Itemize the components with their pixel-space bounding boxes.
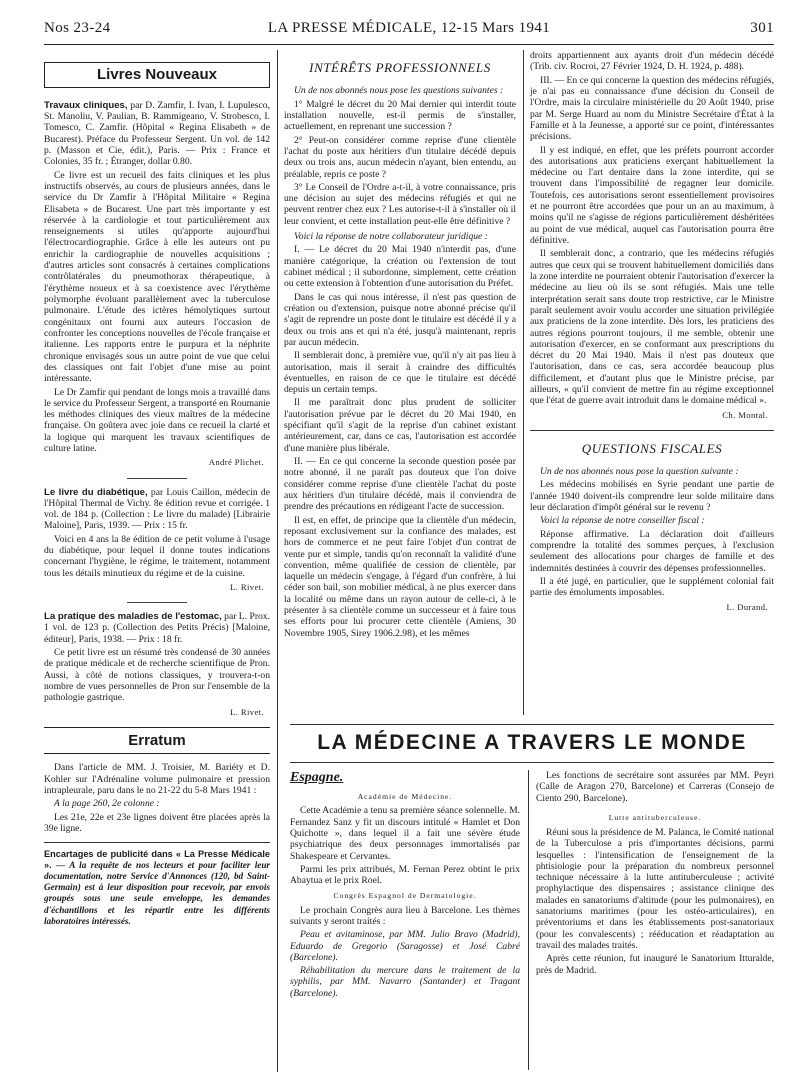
question: 1° Malgré le décret du 20 Mai dernier qui interdit toute installation nouvelle, est-il permis de s'installer, actuellement, en reprenant une succession ? xyxy=(284,98,516,133)
review-ref xyxy=(44,611,270,645)
review-paragraph: Le Dr Zamfir qui pendant de longs mois a travaillé dans le service du Professeur Sergent, a transporté en Roumanie les méthodes cliniques des vieux maîtres de la médecine française. On goûtera avec joie dans ce recueil la clarté et la logique qui marquent les travaux scientifiques de culture latine. xyxy=(44,386,271,455)
signature: L. Rivet. xyxy=(230,582,264,593)
news-paragraph: Cette Académie a tenu sa première séance solennelle. M. Fernandez Sanz y fit un discours intitulé « Hamlet et Don Quichotte », dans lequel il a fait une sévère étude psychiatrique des deux personnages immortalisés par Shakespeare et Cervantes. xyxy=(290,805,520,862)
answer-paragraph: Il est, en effet, de principe que la clientèle d'un médecin, reposant exclusivement sur la confiance des malades, est hors de commerce et ne peut faire l'objet d'un contrat de vente pur et simple, tandis qu'on reconnaît la validité d'une convention, même qualifiée de cession de clientèle, par laquelle un médecin s'engage, à l'égard d'un confrère, à lui céder son bail, son mobilier médical, à ne plus exercer dans la localité ou même dans un rayon autour de celle-ci, à le présenter à sa clientèle comme un successeur et à faire tous ses efforts pour lui procurer cette clientèle (Amiens, 30 Novembre 1905, Sirey 1906.2.98), et les mêmes xyxy=(284,514,516,639)
signature: André Plichet. xyxy=(208,457,264,468)
signature: L. Durand. xyxy=(726,601,768,612)
signature: L. Rivet. xyxy=(230,706,264,717)
answer-paragraph: III. — En ce qui concerne la question des médecins réfugiés, je n'ai pas eu connaissance d'une décision du Conseil de l'Ordre, mais la circulaire ministérielle du 20 Août 1940, prise par M. Serge Huard au nom du Ministre Secrétaire d'État à la Famille et à la Jeunesse, a apporté sur ce point, d'intéressantes précisions. xyxy=(530,74,774,143)
news-paragraph: Le prochain Congrès aura lieu à Barcelone. Les thèmes suivants y seront traités : xyxy=(290,904,520,927)
question-intro: Un de nos abonnés nous pose la question suivante : xyxy=(540,466,739,478)
review-ref xyxy=(44,100,270,168)
book-title: Travaux cliniques, xyxy=(44,99,128,111)
answer-paragraph: Il semblerait donc, a contrario, que les médecins réfugiés autres que ceux qui se trouvent habituellement domiciliés dans la zone interdite ne pourraient obtenir l'autorisation d'exercer la médecine au lieu où ils se sont réfugiés. Mais une telle interprétation serait sans doute trop restrictive, car le Ministre paraît seulement avoir voulu accorder une situation privilégiée aux praticiens de la zone interdite. Dès lors, les praticiens des autres régions pourront toujours, il me semble, obtenir une autorisation d'exercer, en se conformant aux prescriptions du décret du 20 Mai 1940. Mais il n'est pas douteux que l'autorisation, dans ce cas, sera accordée beaucoup plus difficilement, et d'autant plus que le Ministre précise, par ailleurs, « qu'il convient de mettre fin au régime exceptionnel que l'état de guerre avait introduit dans le domaine médical ». xyxy=(530,248,774,407)
book-ref: par D. Zamfir, I. Ivan, I. Lupulesco, St. Manoliu, V. Paulian, B. Rammigeano, V. Strobesco, I. Tomesco, C. Zamfir. (Hôpital « Regina Elisabeth » de Bucarest). Préface du Professeur Sergent. Un vol. de 142 p. (Masson et Cie, édit.), Paris. — Prix : France et Colonies, 35 fr. ; Étranger, dollar 0.80. xyxy=(44,99,270,168)
review-paragraph: Voici en 4 ans la 8e édition de ce petit volume à l'usage du diabétique, pour lequel il donne toutes indications concernant l'hygiène, le régime, le traitement, notamment tous les détails minutieux du régime et de la cuisine. xyxy=(44,533,270,579)
issue-number: Nos 23-24 xyxy=(44,20,111,36)
column-middle xyxy=(284,58,516,641)
answer-paragraph: droits appartiennent aux ayants droit d'un médecin décédé (Trib. civ. Rocroi, 27 Février 1924, D. H. 1924, p. 488). xyxy=(530,50,774,73)
subsection-heading: Congrès Espagnol de Dermatologie. xyxy=(333,890,477,900)
review-paragraph: Ce petit livre est un résumé très condensé de 30 années de pratique médicale et de recherche scientifique de Pron. Aussi, à côté de notions classiques, y trouvera-t-on nombre de vues personnelles de Pron sur l'ensemble de la pathologie gastrique. xyxy=(44,647,270,704)
page-number: 301 xyxy=(750,20,774,36)
subsection-heading: Lutte antituberculeuse. xyxy=(608,812,702,822)
erratum-heading: Erratum xyxy=(44,727,270,755)
fiscales-heading: QUESTIONS FISCALES xyxy=(581,440,723,456)
erratum-paragraph: A la page 260, 2e colonne : xyxy=(54,798,160,810)
book-title: La pratique des maladies de l'estomac, xyxy=(44,611,222,623)
livres-heading: Livres Nouveaux xyxy=(44,62,270,88)
question: 3° Le Conseil de l'Ordre a-t-il, à votre connaissance, pris une décision au sujet des médecins réfugiés et qui ne peuvent rentrer chez eux ? Les autorise-t-il à s'installer où il leur convient, et cette installation peut-elle être définitive ? xyxy=(284,181,516,227)
separator xyxy=(530,430,774,431)
question: 2° Peut-on considérer comme reprise d'une clientèle l'achat du poste aux héritiers d'un titulaire décédé depuis deux ou trois ans, aucun médecin n'ayant, bien entendu, au préalable, repris ce poste ? xyxy=(284,134,516,180)
banner-rule xyxy=(290,762,774,763)
monde-column-right xyxy=(536,770,774,978)
encartages-text: — A la requête de nos lecteurs et pour faciliter leur documentation, notre Service d'Annonces (120, bd Saint-Germain) est à leur disposition pour recevoir, par envois groupés sous une seule enveloppe, les demandes d'échantillons et les répartir entre les différents laboratoires intéressés. xyxy=(44,860,271,926)
erratum-paragraph: Les 21e, 22e et 23e lignes doivent être placées après la 39e ligne. xyxy=(44,811,270,835)
monde-banner: LA MÉDECINE A TRAVERS LE MONDE xyxy=(317,731,747,754)
separator xyxy=(44,842,270,843)
interets-heading: INTÉRÊTS PROFESSIONNELS xyxy=(309,60,491,75)
answer-intro: Voici la réponse de notre collaborateur juridique : xyxy=(294,231,488,243)
column-right xyxy=(530,50,774,622)
question: Les médecins mobilisés en Syrie pendant une partie de l'année 1940 doivent-ils comprendre leur solde militaire dans leur déclaration d'impôt général sur le revenu ? xyxy=(530,479,774,514)
header-rule xyxy=(44,44,774,45)
answer-paragraph: Réponse affirmative. La déclaration doit d'ailleurs comprendre la totalité des sommes perçues, à l'exclusion seulement des allocations pour charges de famille et des indemnités destinées à couvrir des dépenses professionnelles. xyxy=(530,528,774,574)
column-divider xyxy=(277,50,278,1072)
running-head xyxy=(44,20,774,42)
separator xyxy=(127,602,187,603)
news-paragraph: Après cette réunion, fut inauguré le Sanatorium Itturalde, près de Madrid. xyxy=(536,953,774,976)
signature: Ch. Montal. xyxy=(722,409,768,420)
news-paragraph: Les fonctions de secrétaire sont assurées par MM. Peyri (Calle de Aragon 270, Barcelone) et Carreras (Consejo de Ciento 290, Barcelone). xyxy=(536,770,774,804)
column-divider xyxy=(523,50,524,715)
news-paragraph: Réuni sous la présidence de M. Palanca, le Comité national de la Tuberculose a pris d'importantes décisions, parmi lesquelles : l'intensification de l'enseignement de la phtisiologie pour la préparation du nombreux personnel technique nécessaire à la lutte antituberculeuse ; activité prophylactique des dispensaires ; assistance clinique des malades en sanatoriums d'altitude (pour les pulmonaires), en sanatoriums maritimes (pour les ostéo-articulaires), en préventoriums et dans les établissements post-sanatoriaux (pour les convalescents) ; rééducation et réadaptation au travail des malades traités. xyxy=(536,826,774,952)
book-ref: par Louis Caillon, médecin de l'Hôpital Thermal de Vichy. 8e édition revue et corrigée. 1 vol. de 184 p. (Collection : Le livre du malade) [Librairie Maloine], Paris, 1939. — Prix : 15 fr. xyxy=(44,486,270,532)
subsection-heading: Académie de Médecine. xyxy=(357,791,453,801)
column-divider xyxy=(528,770,529,1070)
answer-paragraph: II. — En ce qui concerne la seconde question posée par notre abonné, il ne paraît pas douteux que l'on doive considérer comme reprise d'une clientèle l'achat du poste aux héritiers d'un titulaire décédé, mais il conviendra de prendre des précautions en rédigeant l'acte de succession. xyxy=(284,456,516,513)
news-paragraph: Peau et avitaminose, par MM. Julio Bravo (Madrid), Eduardo de Gregorio (Saragosse) et José Cabré (Barcelone). xyxy=(290,929,520,963)
question-intro: Un de nos abonnés nous pose les questions suivantes : xyxy=(294,85,504,97)
answer-paragraph: Dans le cas qui nous intéresse, il n'est pas question de création ou d'extension, puisque notre abonné précise qu'il s'agit de reprendre un poste dont le titulaire est décédé il y a deux ou trois ans et qui n'a été, jusqu'à maintenant, repris par aucun médecin. xyxy=(284,291,516,348)
answer-intro: Voici la réponse de notre conseiller fiscal : xyxy=(540,515,705,527)
journal-title: LA PRESSE MÉDICALE, 12-15 Mars 1941 xyxy=(267,20,551,36)
review-ref xyxy=(44,487,270,532)
erratum-paragraph: Dans l'article de MM. J. Troisier, M. Bariéty et D. Kohler sur l'Adrénaline volume pulmonaire et pression intrapleurale, paru dans le no 21-22 du 5-8 Mars 1941 : xyxy=(44,762,270,797)
news-paragraph: Réhabilitation du mercure dans le traitement de la syphilis, par MM. Navarro (Santander) et Tragant (Barcelone). xyxy=(290,965,520,999)
news-paragraph: Parmi les prix attribués, M. Fernan Perez obtint le prix Abaytua et le prix Roel. xyxy=(290,864,520,887)
encartages-lead: Encartages de publicité dans « La Presse Médicale ». xyxy=(44,849,270,871)
column-left xyxy=(44,58,270,929)
separator xyxy=(127,478,187,479)
book-ref: par L. Prox. 1 vol. de 123 p. (Collection des Petits Précis) [Maloine, éditeur], Paris, 1938. — Prix : 18 fr. xyxy=(44,611,270,645)
answer-paragraph: Il me paraîtrait donc plus prudent de solliciter l'autorisation prévue par le décret du 20 Mai 1940, en spécifiant qu'il s'agit de la reprise d'un cabinet existant antérieurement, car, dans ce cas, l'autorisation est accordée d'une manière plus libérale. xyxy=(284,397,516,454)
book-title: Le livre du diabétique, xyxy=(44,486,148,498)
review-paragraph: Ce livre est un recueil des faits cliniques et les plus instructifs observés, au cours de plusieurs années, dans le service du Dr Zamfir à l'Hôpital Militaire « Regina Elisabeta » de Bucarest. Une part très importante y est réservée à la cardiologie et tout particulièrement aux renseignements si utiles qu'apporte aujourd'hui l'électrocardiographie. Grâce à elle les auteurs ont pu enrichir la cardiographie de nouvelles acquisitions ; d'autres articles sont consacrés à certaines complications contrôlatérales du pneumothorax thérapeutique, à l'érythème noueux et à sa coexistence avec l'érythème polymorphe évoluant parallèlement avec la tuberculose pulmonaire. L'étude des ictères hémolytiques surtout congénitaux ont fourni aux auteurs l'occasion de confronter les conceptions nouvelles de l'école française et italienne. Les rapports entre le purpura et la néphrite chronique envisagés sous un autre point de vue que celui des classiques ont fait l'objet d'une mise au point intéressante. xyxy=(44,169,270,385)
answer-paragraph: Il y est indiqué, en effet, que les préfets pourront accorder des autorisations aux praticiens exerçant habituellement la médecine ou l'art dentaire dans la zone interdite, qui se trouvent dans l'impossibilité de regagner leur domicile. Toutefois, ces autorisations seront essentiellement provisoires et ne pourront être accordées que pour un an au maximum, à moins qu'il ne s'agisse de régions particulièrement déshéritées au point de vue médical, auquel cas l'autorisation pourra être définitive. xyxy=(530,144,774,246)
monde-column-left xyxy=(290,770,520,1001)
banner-rule xyxy=(290,724,774,725)
answer-paragraph: Il semblerait donc, à première vue, qu'il n'y ait pas lieu à autorisation, mais il serait à craindre des difficultés éventuelles, en raison de ce que le titulaire est décédé depuis un certain temps. xyxy=(284,350,516,396)
encartages-notice xyxy=(44,849,270,926)
answer-paragraph: I. — Le décret du 20 Mai 1940 n'interdit pas, d'une manière catégorique, la création ou l'extension de tout cabinet médical ; il subordonne, simplement, cette création ou cette extension à l'obtention d'une autorisation du Préfet. xyxy=(284,244,516,290)
country-heading: Espagne. xyxy=(290,770,344,785)
answer-paragraph: Il a été jugé, en particulier, que le supplément colonial fait partie des émoluments imposables. xyxy=(530,575,774,599)
